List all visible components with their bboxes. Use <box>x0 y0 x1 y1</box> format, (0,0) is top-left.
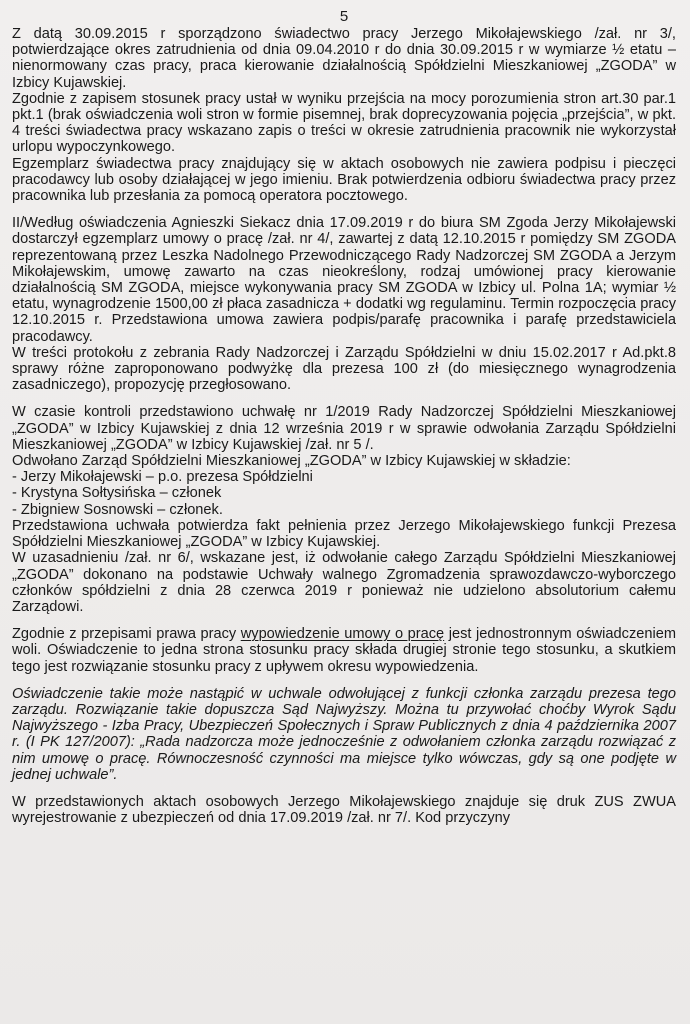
spacer <box>12 615 676 626</box>
text-run: Zgodnie z przepisami prawa pracy <box>12 626 241 643</box>
paragraph-employment-contract: II/Według oświadczenia Agnieszki Siekacz dnia 17.09.2019 r do biura SM Zgoda Jerzy Mikołajewski dostarczył egzemplarz umowy o pracę /zał. nr 4/, zawartej z datą 12.10.2015 r pomiędzy SM ZGODA reprezentowaną przez Leszka Nadolnego Przewodniczącego Rady Nadzorczej SM ZGODA a Jerzym Mikołajewskim, umowę zawarto na czas nieokreślony, rodzaj umówionej pracy kierowanie działalnością SM ZGODA, miejsce wykonywania pracy SM ZGODA w Izbicy ul. Polna 1A; wymiar ½ etatu, wynagrodzenie 1500,00 zł płaca zasadnicza + dodatki wg regulaminu. Termin rozpoczęcia pracy 12.10.2015 r. Przedstawiona umowa zawiera podpis/parafę pracownika i parafę przedstawiciela pracodawcy. <box>12 215 676 345</box>
paragraph-work-certificate: Z datą 30.09.2015 r sporządzono świadectwo pracy Jerzego Mikołajewskiego /zał. nr 3/, potwierdzające okres zatrudnienia od dnia 09.04.2010 r do dnia 30.09.2015 r w wymiarze ½ etatu – nienormowany czas pracy, praca kierowanie działalnością Spółdzielni Mieszkaniowej „ZGODA” w Izbicy Kujawskiej. <box>12 26 676 91</box>
paragraph-supreme-court-ruling: Oświadczenie takie może nastąpić w uchwale odwołującej z funkcji członka zarządu prezesa tego zarządu. Rozwiązanie takie dopuszcza Sąd Najwyższy. Można tu przywołać choćby Wyrok Sądu Najwyższego - Izba Pracy, Ubezpieczeń Społecznych i Spraw Publicznych z dnia 4 października 2007 r. (I PK 127/2007): „Rada nadzorcza może jednocześnie z odwołaniem członka zarządu rozwiązać z nim umowę o pracę. Równoczesność czynności ma miejsce tylko wówczas, gdy są one podjęte w jednej uchwale”. <box>12 685 676 783</box>
paragraph-resolution-confirms: Przedstawiona uchwała potwierdza fakt pełnienia przez Jerzego Mikołajewskiego funkcji Prezesa Spółdzielni Mieszkaniowej „ZGODA” w Izbicy Kujawskiej. <box>12 517 676 551</box>
spacer <box>12 675 676 686</box>
underlined-term: wypowiedzenie umowy o pracę <box>240 626 445 643</box>
paragraph-zus-deregistration: W przedstawionych aktach osobowych Jerzego Mikołajewskiego znajduje się druk ZUS ZWUA wyrejestrowanie z ubezpieczeń od dnia 17.09.2019 /zał. nr 7/. Kod przyczyny <box>12 793 676 827</box>
list-item: - Jerzy Mikołajewski – p.o. prezesa Spółdzielni <box>12 469 313 486</box>
list-item: - Zbigniew Sosnowski – członek. <box>12 501 223 518</box>
spacer <box>12 783 676 794</box>
paragraph-missing-signature: Egzemplarz świadectwa pracy znajdujący się w aktach osobowych nie zawiera podpisu i pieczęci pracodawcy lub osoby działającej w jego imieniu. Brak potwierdzenia odbioru świadectwa pracy przez pracownika lub przesłania za pomocą operatora pocztowego. <box>12 155 676 205</box>
paragraph-labour-law <box>12 626 676 675</box>
text-run: jest jednostronnym oświadczeniem woli. Oświadczenie to jedna strona stosunku pracy składa drugiej stronie tego stosunku, a skutkiem tego jest rozwiązanie stosunku pracy z upływem okresu wypowiedzenia. <box>12 626 676 675</box>
paragraph-resolution: W czasie kontroli przedstawiono uchwałę nr 1/2019 Rady Nadzorczej Spółdzielni Mieszkaniowej „ZGODA” w Izbicy Kujawskiej z dnia 12 września 2019 r w sprawie odwołania Zarządu Spółdzielni Mieszkaniowej „ZGODA” w Izbicy Kujawskiej /zał. nr 5 /. <box>12 404 676 453</box>
spacer <box>12 393 676 404</box>
spacer <box>12 204 676 215</box>
paragraph-board-protocol: W treści protokołu z zebrania Rady Nadzorczej i Zarządu Spółdzielni w dniu 15.02.2017 r Ad.pkt.8 sprawy różne zaproponowano podwyżkę dla prezesa 100 zł (do miesięcznego wynagrodzenia zasadniczego), propozycję przegłosowano. <box>12 344 676 394</box>
paragraph-board-composition: Odwołano Zarząd Spółdzielni Mieszkaniowej „ZGODA” w Izbicy Kujawskiej w składzie: <box>12 453 571 470</box>
list-item: - Krystyna Sołtysińska – członek <box>12 485 222 502</box>
page-number: 5 <box>339 8 349 25</box>
paragraph-employment-termination: Zgodnie z zapisem stosunek pracy ustał w wyniku przejścia na mocy porozumienia stron art.30 par.1 pkt.1 (brak oświadczenia woli stron w formie pisemnej, brak doprecyzowania pojęcia „przejścia”, w pkt. 4 treści świadectwa pracy wskazano zapis o treści w okresie zatrudnienia pracownik nie wykorzystał urlopu wypoczynkowego. <box>12 90 676 156</box>
paragraph-justification: W uzasadnieniu /zał. nr 6/, wskazane jest, iż odwołanie całego Zarządu Spółdzielni Mieszkaniowej „ZGODA” dokonano na podstawie Uchwały walnego Zgromadzenia sprawozdawczo-wyborczego członków spółdzielni z dnia 28 czerwca 2019 r ponieważ nie udzielono absolutorium całemu Zarządowi. <box>12 550 676 615</box>
